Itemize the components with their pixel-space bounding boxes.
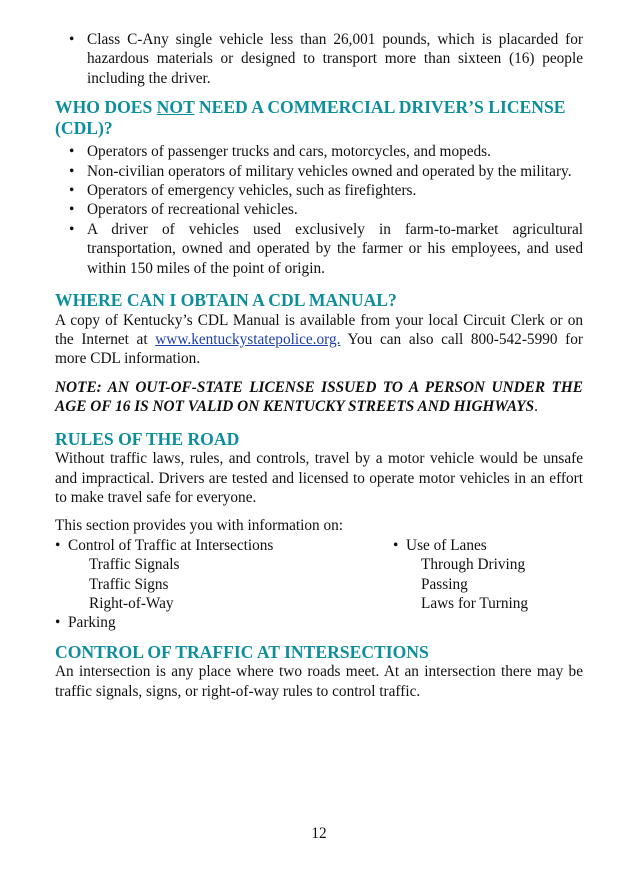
- list-item: [69, 162, 583, 181]
- bullet-icon: •: [55, 614, 61, 632]
- class-c-list: [69, 30, 583, 88]
- list-item: [69, 181, 583, 200]
- topic-text: Control of Traffic at Intersections: [68, 536, 274, 554]
- kentucky-state-police-link[interactable]: www.kentuckystatepolice.org.: [155, 330, 341, 348]
- list-item-text: Operators of emergency vehicles, such as firefighters.: [87, 182, 417, 200]
- list-item-text: Operators of passenger trucks and cars, motorcycles, and mopeds.: [87, 143, 491, 161]
- paragraph-text: A copy of Kentucky’s CDL Manual is available from your local Circuit Clerk or on the Internet at: [55, 311, 583, 348]
- bullet-icon: •: [55, 536, 61, 554]
- list-item: [69, 30, 583, 88]
- topic-item: [55, 536, 273, 555]
- subtopic-item: Traffic Signals: [89, 556, 180, 574]
- subtopic-item: Laws for Turning: [421, 594, 529, 612]
- heading-who-does-not-need-cdl: [55, 97, 583, 138]
- out-of-state-license-note: [55, 378, 583, 417]
- bullet-icon: •: [69, 31, 75, 48]
- bullet-icon: •: [69, 143, 75, 161]
- topics-list: [55, 536, 583, 633]
- note-period: .: [534, 398, 538, 416]
- subtopic-item: Right-of-Way: [89, 594, 174, 612]
- manual-page: [55, 30, 583, 701]
- heading-obtain-cdl-manual: WHERE CAN I OBTAIN A CDL MANUAL?: [55, 290, 397, 311]
- list-item-text: Operators of recreational vehicles.: [87, 201, 298, 219]
- cdl-exemptions-list: [69, 142, 583, 278]
- heading-control-of-traffic: CONTROL OF TRAFFIC AT INTERSECTIONS: [55, 641, 429, 662]
- bullet-icon: •: [69, 201, 75, 219]
- topics-column-right: [393, 536, 528, 614]
- heading-underlined-word: NOT: [156, 97, 195, 118]
- page-number: 12: [311, 825, 327, 842]
- subtopic-item: Through Driving: [421, 556, 526, 574]
- list-item: [69, 142, 583, 161]
- bullet-icon: •: [69, 220, 75, 238]
- list-item-text: Non-civilian operators of military vehicles owned and operated by the military.: [87, 162, 572, 180]
- bullet-icon: •: [69, 162, 75, 180]
- intersection-paragraph: An intersection is any place where two roads meet. At an intersection there may be traffic signals, signs, or right-of-way rules to control traffic.: [55, 663, 583, 700]
- topics-column-left: [55, 536, 273, 633]
- topics-intro: This section provides you with information on:: [55, 517, 344, 535]
- topic-item: [393, 536, 528, 555]
- bullet-icon: •: [69, 182, 75, 200]
- note-text: NOTE: AN OUT-OF-STATE LICENSE ISSUED TO A PERSON UNDER THE AGE OF 16 IS NOT VALID ON KENTUCKY STREETS AND HIGHWAYS: [55, 378, 583, 416]
- list-item: [69, 200, 583, 219]
- topic-text: Parking: [68, 614, 116, 632]
- manual-paragraph: [55, 311, 583, 369]
- list-item-text: A driver of vehicles used exclusively in farm-to-market agricultural transportation, owned and operated by the farmer or his employees, and used within 150 miles of the point of origin.: [87, 220, 583, 277]
- bullet-icon: •: [393, 536, 399, 554]
- heading-part: NEED A COMMERCIAL DRIVER’S LICENSE (CDL)?: [55, 97, 566, 138]
- subtopic-item: Passing: [421, 575, 468, 593]
- heading-part: WHO DOES: [55, 97, 157, 118]
- paragraph-text: You can also call 800-542-5990 for more CDL information.: [55, 330, 583, 368]
- class-c-text: Class C-Any single vehicle less than 26,001 pounds, which is placarded for hazardous materials or designed to transport more than sixteen (16) people including the driver.: [87, 31, 583, 87]
- heading-rules-of-the-road: RULES OF THE ROAD: [55, 428, 240, 449]
- rules-paragraph: Without traffic laws, rules, and controls, travel by a motor vehicle would be unsafe and impractical. Drivers are tested and licensed to operate motor vehicles in an effort to make travel safe for everyone.: [55, 450, 583, 506]
- topic-item: [55, 613, 273, 632]
- topic-text: Use of Lanes: [406, 536, 487, 554]
- list-item: [69, 220, 583, 278]
- subtopic-item: Traffic Signs: [89, 575, 169, 593]
